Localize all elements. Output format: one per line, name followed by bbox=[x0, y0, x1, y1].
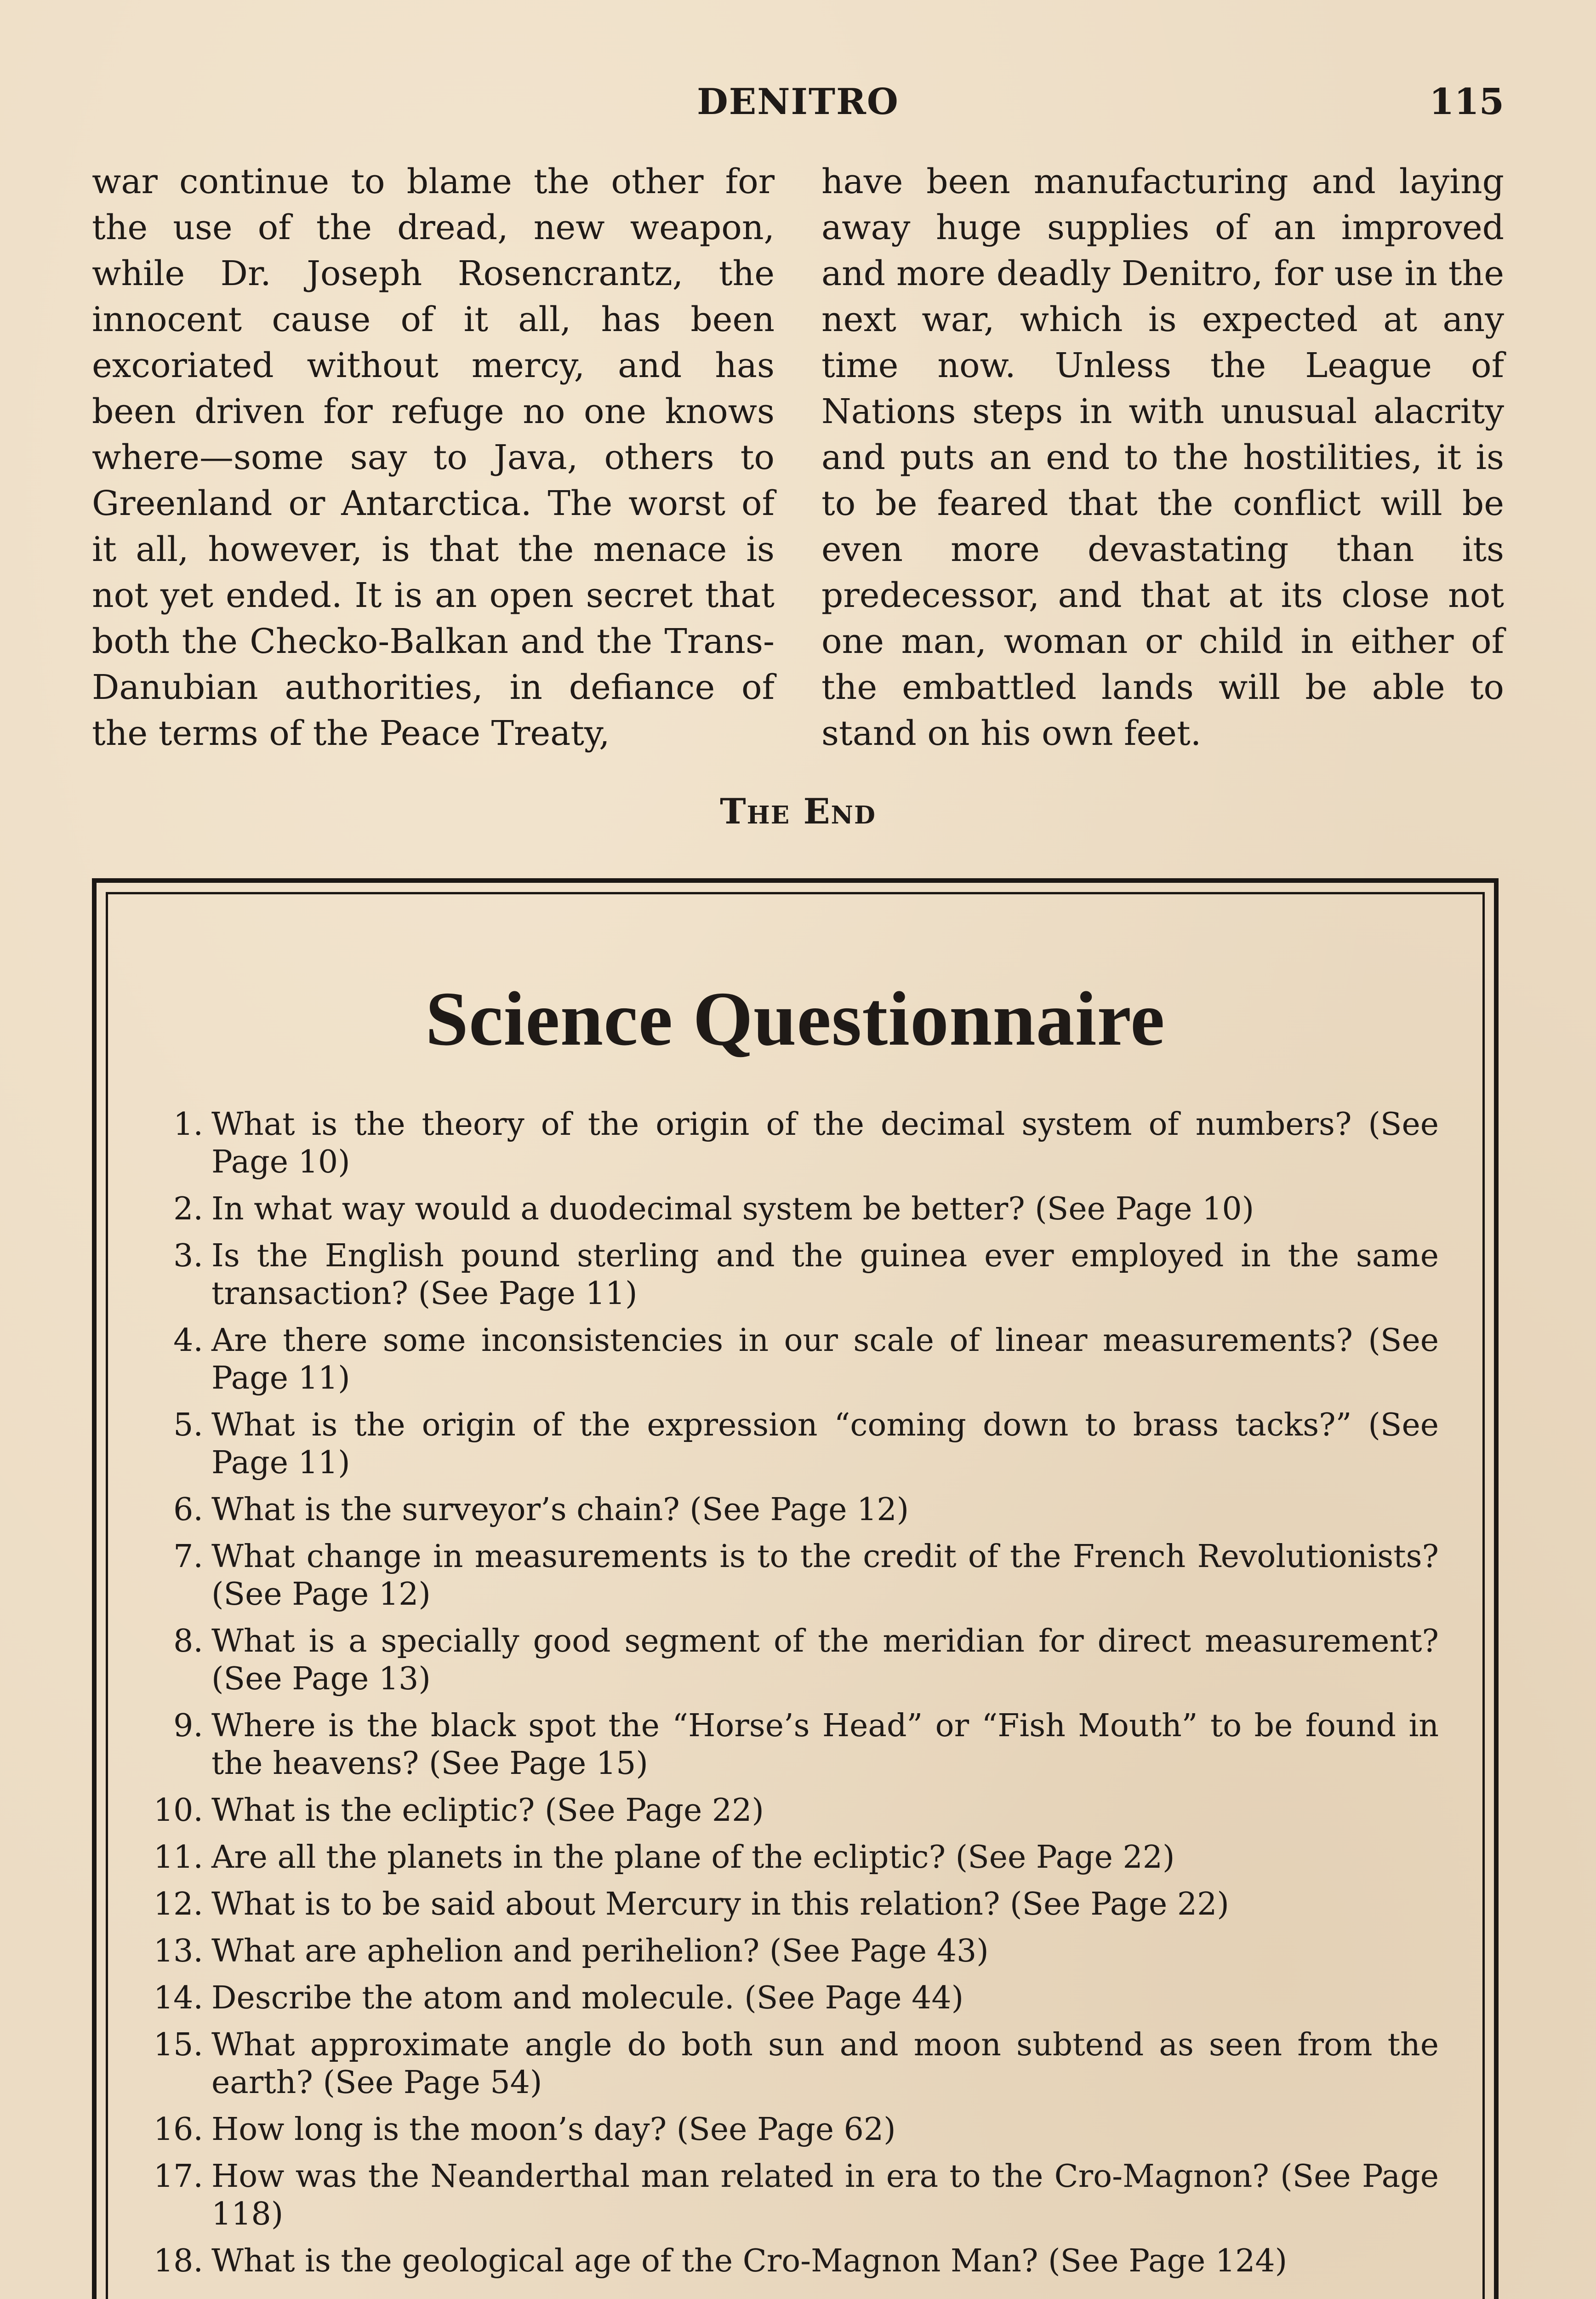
question-item bbox=[142, 1979, 1439, 2017]
question-text: What is the origin of the expression “coming down to brass tacks?” (See Page 11) bbox=[211, 1407, 1439, 1481]
question-text: Describe the atom and molecule. (See Page 44) bbox=[211, 1980, 964, 2016]
story-columns bbox=[92, 159, 1504, 770]
question-text: Where is the black spot the “Horse’s Head” or “Fish Mouth” to be found in the heavens? (See Page 15) bbox=[211, 1708, 1439, 1782]
question-text: How long is the moon’s day? (See Page 62) bbox=[211, 2111, 896, 2148]
question-item bbox=[142, 1491, 1439, 1529]
question-item bbox=[142, 1792, 1439, 1830]
question-list bbox=[142, 1106, 1439, 2289]
question-number: 12. bbox=[153, 1886, 203, 1922]
question-number: 15. bbox=[153, 2027, 203, 2063]
question-item bbox=[142, 2111, 1439, 2149]
question-number: 5. bbox=[173, 1407, 203, 1443]
question-number: 16. bbox=[153, 2111, 203, 2148]
running-title: DENITRO bbox=[697, 81, 899, 123]
question-text: What are aphelion and perihelion? (See Page 43) bbox=[211, 1933, 989, 1969]
question-item bbox=[142, 1237, 1439, 1313]
page-number: 115 bbox=[1429, 81, 1504, 123]
question-text: What is to be said about Mercury in this relation? (See Page 22) bbox=[211, 1886, 1229, 1922]
story-left-column: war continue to blame the other for the use of the dread, new weapon, while Dr. Joseph Rosencrantz, the innocent cause of it all, has been excoriated without mercy, and has been driven for refuge no one knows where—some say to Java, others to Greenland or Antarctica. The worst of it all, however, is that the menace is not yet ended. It is an open secret that both the Checko-Balkan and the Trans-Danubian authorities, in defiance of the terms of the Peace Treaty, bbox=[92, 162, 775, 753]
question-text: What is the geological age of the Cro-Magnon Man? (See Page 124) bbox=[211, 2243, 1288, 2279]
question-text: How was the Neanderthal man related in era to the Cro-Magnon? (See Page 118) bbox=[211, 2158, 1439, 2232]
question-item bbox=[142, 1190, 1439, 1228]
question-text: Are there some inconsistencies in our scale of linear measurements? (See Page 11) bbox=[211, 1322, 1439, 1396]
question-number: 9. bbox=[173, 1708, 203, 1744]
question-text: What is the ecliptic? (See Page 22) bbox=[211, 1792, 764, 1829]
question-item bbox=[142, 1322, 1439, 1397]
question-item bbox=[142, 1407, 1439, 1482]
story-right-column: have been manufacturing and laying away huge supplies of an improved and more deadly Denitro, for use in the next war, which is expected at any time now. Unless the League of Nations steps in with unusual alacrity and puts an end to the hostilities, it is to be feared that the conflict will be even more devastating than its predecessor, and that at its close not one man, woman or child in either of the embattled lands will be able to stand on his own feet. bbox=[821, 162, 1504, 753]
questionnaire-box bbox=[92, 878, 1499, 2299]
question-item bbox=[142, 1707, 1439, 1783]
question-text: Are all the planets in the plane of the ecliptic? (See Page 22) bbox=[211, 1839, 1175, 1876]
question-item bbox=[142, 1106, 1439, 1181]
page-header bbox=[92, 78, 1504, 129]
question-number: 18. bbox=[153, 2243, 203, 2279]
question-item bbox=[142, 2242, 1439, 2280]
question-number: 8. bbox=[173, 1623, 203, 1659]
question-number: 13. bbox=[153, 1933, 203, 1969]
question-text: What is the theory of the origin of the decimal system of numbers? (See Page 10) bbox=[211, 1106, 1439, 1180]
question-item bbox=[142, 1538, 1439, 1613]
question-item bbox=[142, 1886, 1439, 1923]
question-text: Is the English pound sterling and the guinea ever employed in the same transaction? (See Page 11) bbox=[211, 1238, 1439, 1312]
question-number: 14. bbox=[153, 1980, 203, 2016]
question-text: In what way would a duodecimal system be better? (See Page 10) bbox=[211, 1191, 1254, 1227]
question-number: 4. bbox=[173, 1322, 203, 1359]
question-number: 3. bbox=[173, 1238, 203, 1274]
question-number: 17. bbox=[153, 2158, 203, 2195]
questionnaire-title: Science Questionnaire bbox=[425, 976, 1165, 1062]
question-number: 2. bbox=[173, 1191, 203, 1227]
question-item bbox=[142, 1623, 1439, 1698]
question-text: What change in measurements is to the credit of the French Revolutionists? (See Page 12) bbox=[211, 1538, 1439, 1613]
question-item bbox=[142, 1933, 1439, 1970]
question-item bbox=[142, 1839, 1439, 1876]
the-end-marker: The End bbox=[720, 791, 876, 832]
question-text: What is the surveyor’s chain? (See Page 12) bbox=[211, 1492, 909, 1528]
question-text: What is a specially good segment of the meridian for direct measurement? (See Page 13) bbox=[211, 1623, 1439, 1697]
question-number: 6. bbox=[173, 1492, 203, 1528]
question-item bbox=[142, 2026, 1439, 2102]
question-number: 1. bbox=[173, 1106, 203, 1143]
question-number: 7. bbox=[173, 1538, 203, 1575]
question-number: 10. bbox=[153, 1792, 203, 1829]
question-number: 11. bbox=[153, 1839, 203, 1876]
question-text: What approximate angle do both sun and moon subtend as seen from the earth? (See Page 54) bbox=[211, 2027, 1439, 2101]
question-item bbox=[142, 2158, 1439, 2233]
